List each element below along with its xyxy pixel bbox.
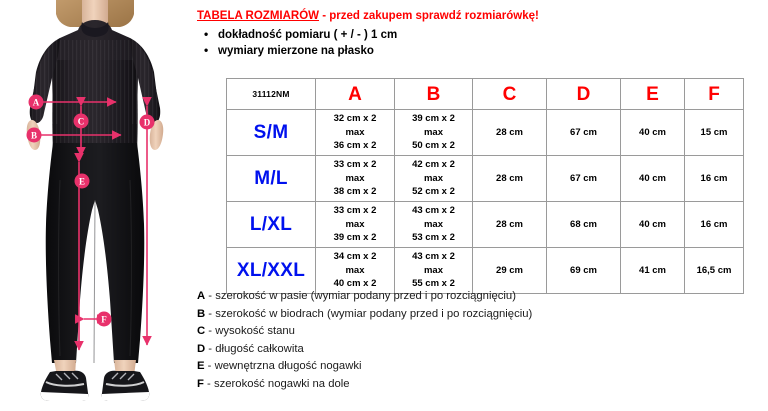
legend-text-f: - szerokość nogawki na dole	[203, 377, 350, 390]
cell-c: 28 cm	[473, 110, 547, 156]
svg-text:E: E	[78, 176, 86, 187]
cell-b-mid: max	[423, 264, 443, 276]
cell-b-max: 50 cm x 2	[412, 140, 455, 152]
cell-b-min: 42 cm x 2	[412, 159, 455, 171]
table-row	[227, 110, 744, 156]
legend-item-a	[197, 288, 762, 306]
size-table	[226, 78, 744, 294]
column-header-e: E	[621, 79, 685, 110]
note-item: • wymiary mierzone na płasko	[197, 43, 757, 59]
cell-a-mid: max	[345, 172, 365, 184]
marker-b	[27, 128, 42, 143]
page-title	[197, 9, 757, 24]
size-label: M/L	[227, 156, 316, 202]
cell-e: 40 cm	[621, 110, 685, 156]
cell-b-max: 52 cm x 2	[412, 186, 455, 198]
page-title-rest: - przed zakupem sprawdź rozmiarówkę!	[319, 10, 539, 22]
svg-text:C: C	[77, 116, 85, 127]
cell-b	[395, 110, 473, 156]
svg-text:A: A	[32, 97, 40, 108]
cell-a-max: 40 cm x 2	[333, 278, 377, 290]
cell-a-min: 34 cm x 2	[333, 251, 377, 263]
cell-a-mid: max	[345, 126, 365, 138]
cell-b-mid: max	[423, 126, 443, 138]
column-header-d: D	[547, 79, 621, 110]
column-header-f: F	[685, 79, 744, 110]
note-item: • dokładność pomiaru ( + / - ) 1 cm	[197, 27, 757, 43]
cell-a	[316, 110, 395, 156]
legend-item-d	[197, 341, 762, 359]
legend-text-b: - szerokość w biodrach (wymiar podany przed i po rozciągnięciu)	[205, 307, 533, 320]
cell-e: 41 cm	[621, 248, 685, 294]
marker-d	[140, 115, 155, 130]
table-header-row	[227, 79, 744, 110]
legend-key-a: A	[197, 290, 206, 302]
cell-a-max: 39 cm x 2	[333, 232, 377, 244]
marker-a	[29, 95, 44, 110]
sneaker-right	[102, 371, 149, 401]
cell-b-min: 43 cm x 2	[412, 251, 455, 263]
product-code-cell: 31112NM	[227, 79, 316, 110]
legend-item-b	[197, 306, 762, 324]
cell-f: 16 cm	[685, 156, 744, 202]
cell-b	[395, 248, 473, 294]
page-title-main: TABELA ROZMIARÓW	[197, 10, 320, 22]
model-photo-with-measurements	[0, 0, 190, 411]
model-photo-panel	[0, 0, 190, 411]
cell-d: 69 cm	[547, 248, 621, 294]
notes-list	[197, 27, 757, 59]
legend-item-c	[197, 323, 762, 341]
legend-text-c: - wysokość stanu	[205, 325, 295, 338]
legend-key-d: D	[197, 342, 206, 355]
cell-f: 16,5 cm	[685, 248, 744, 294]
cell-e: 40 cm	[621, 202, 685, 248]
cell-f: 15 cm	[685, 110, 744, 156]
cell-c: 28 cm	[473, 202, 547, 248]
table-row	[227, 156, 744, 202]
legend-text-e: - wewnętrzna długość nogawki	[204, 360, 362, 373]
size-label: S/M	[227, 110, 316, 156]
legend-key-e: E	[197, 360, 205, 373]
column-header-b: B	[395, 79, 473, 110]
legend-key-c: C	[197, 325, 206, 338]
cell-d: 68 cm	[547, 202, 621, 248]
svg-text:D: D	[143, 117, 151, 128]
marker-f	[97, 312, 112, 327]
cell-a-mid: max	[345, 218, 365, 230]
measurement-legend	[197, 288, 762, 394]
legend-key-b: B	[197, 307, 206, 320]
cell-a-min: 33 cm x 2	[333, 159, 377, 171]
cell-a-max: 36 cm x 2	[333, 140, 377, 152]
legend-key-f: F	[197, 377, 204, 390]
cell-a-max: 38 cm x 2	[333, 186, 377, 198]
cell-b-min: 39 cm x 2	[412, 113, 455, 125]
legend-text-d: - długość całkowita	[205, 342, 304, 355]
table-row	[227, 248, 744, 294]
cell-b-max: 53 cm x 2	[412, 232, 455, 244]
svg-text:F: F	[101, 314, 107, 325]
sneaker-left	[41, 371, 88, 401]
cell-b-mid: max	[423, 218, 443, 230]
cell-a-mid: max	[345, 264, 365, 276]
column-header-c: C	[473, 79, 547, 110]
heading-block	[197, 9, 757, 59]
size-chart-content	[190, 0, 768, 411]
size-label: XL/XXL	[227, 248, 316, 294]
cell-e: 40 cm	[621, 156, 685, 202]
cell-d: 67 cm	[547, 156, 621, 202]
legend-text-a: - szerokość w pasie (wymiar podany przed i po rozciągnięciu)	[205, 290, 516, 302]
cell-a	[316, 156, 395, 202]
cell-d: 67 cm	[547, 110, 621, 156]
cell-c: 28 cm	[473, 156, 547, 202]
size-label: L/XL	[227, 202, 316, 248]
cell-c: 29 cm	[473, 248, 547, 294]
cell-a	[316, 202, 395, 248]
cell-b-max: 55 cm x 2	[412, 278, 455, 290]
column-header-a: A	[316, 79, 395, 110]
cell-a-min: 32 cm x 2	[333, 113, 377, 125]
cell-a	[316, 248, 395, 294]
legend-item-e	[197, 358, 762, 376]
cell-b-min: 43 cm x 2	[412, 205, 455, 217]
cell-a-min: 33 cm x 2	[333, 205, 377, 217]
cell-f: 16 cm	[685, 202, 744, 248]
marker-c	[74, 114, 89, 129]
legend-item-f	[197, 376, 762, 394]
cell-b-mid: max	[423, 172, 443, 184]
marker-e	[75, 174, 90, 189]
table-row	[227, 202, 744, 248]
cell-b	[395, 156, 473, 202]
cell-b	[395, 202, 473, 248]
svg-text:B: B	[30, 130, 38, 141]
